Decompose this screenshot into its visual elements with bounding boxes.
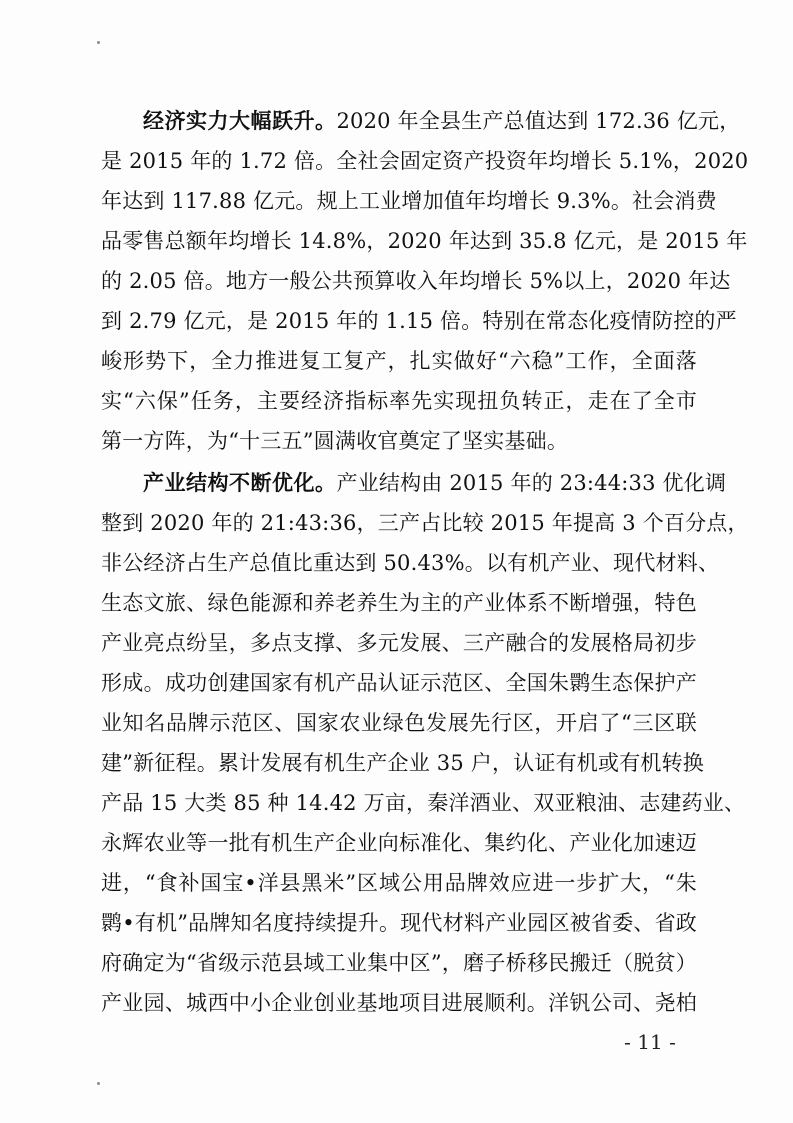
- page-number: - 11 -: [624, 1030, 676, 1054]
- paragraph-line: 整到 2020 年的 21:43:36，三产占比较 2015 年提高 3 个百分点，: [101, 511, 749, 535]
- paragraph-line: 到 2.79 亿元，是 2015 年的 1.15 倍。特别在常态化疫情防控的严: [101, 309, 737, 333]
- paragraph-line: 业知名品牌示范区、国家农业绿色发展先行区，开启了“三区联: [101, 711, 697, 735]
- paragraph-line: 产业亮点纷呈，多点支撑、多元发展、三产融合的发展格局初步: [101, 631, 697, 655]
- paragraph-line: 鹮•有机”品牌知名度持续提升。现代材料产业园区被省委、省政: [101, 911, 697, 935]
- document-body: [101, 101, 749, 1023]
- scan-speck: [97, 1082, 100, 1085]
- paragraph-line: 府确定为“省级示范县域工业集中区”，磨子桥移民搬迁（脱贫）: [101, 951, 697, 975]
- paragraph-line: 实“六保”任务，主要经济指标率先实现扭负转正，走在了全市: [101, 389, 697, 413]
- paragraph-line: [101, 101, 741, 141]
- paragraph-line: 建”新征程。累计发展有机生产企业 35 户，认证有机或有机转换: [101, 751, 705, 775]
- paragraph-heading: 产业结构不断优化。: [143, 471, 337, 495]
- scan-speck: [97, 41, 100, 44]
- paragraph-line: 产品 15 大类 85 种 14.42 万亩，秦洋酒业、双亚粮油、志建药业、: [101, 791, 746, 815]
- paragraph-line: 形成。成功创建国家有机产品认证示范区、全国朱鹮生态保护产: [101, 671, 697, 695]
- paragraph-heading: 经济实力大幅跃升。: [143, 109, 337, 133]
- paragraph-line: 非公经济占生产总值比重达到 50.43%。以有机产业、现代材料、: [101, 551, 720, 575]
- paragraph-line: 的 2.05 倍。地方一般公共预算收入年均增长 5%以上，2020 年达: [101, 269, 731, 293]
- paragraph-line: 产业园、城西中小企业创业基地项目进展顺利。洋钒公司、尧柏: [101, 991, 697, 1015]
- paragraph-text: 2020 年全县生产总值达到 172.36 亿元，: [336, 109, 741, 133]
- paragraph-line: 生态文旅、绿色能源和养老养生为主的产业体系不断增强，特色: [101, 591, 697, 615]
- paragraph-line: 第一方阵，为“十三五”圆满收官奠定了坚实基础。: [101, 429, 569, 453]
- paragraph-line: 永辉农业等一批有机生产企业向标准化、集约化、产业化加速迈: [101, 831, 697, 855]
- paragraph-line: 进，“食补国宝•洋县黑米”区域公用品牌效应进一步扩大，“朱: [101, 871, 697, 895]
- paragraph-line: 年达到 117.88 亿元。规上工业增加值年均增长 9.3%。社会消费: [101, 189, 717, 213]
- paragraph-line: 峻形势下，全力推进复工复产，扎实做好“六稳”工作，全面落: [101, 349, 697, 373]
- paragraph-line: [101, 463, 727, 503]
- paragraph-text: 产业结构由 2015 年的 23:44:33 优化调: [336, 471, 727, 495]
- paragraph-line: 品零售总额年均增长 14.8%，2020 年达到 35.8 亿元，是 2015 年: [101, 229, 748, 253]
- paragraph-line: 是 2015 年的 1.72 倍。全社会固定资产投资年均增长 5.1%，2020: [101, 149, 749, 173]
